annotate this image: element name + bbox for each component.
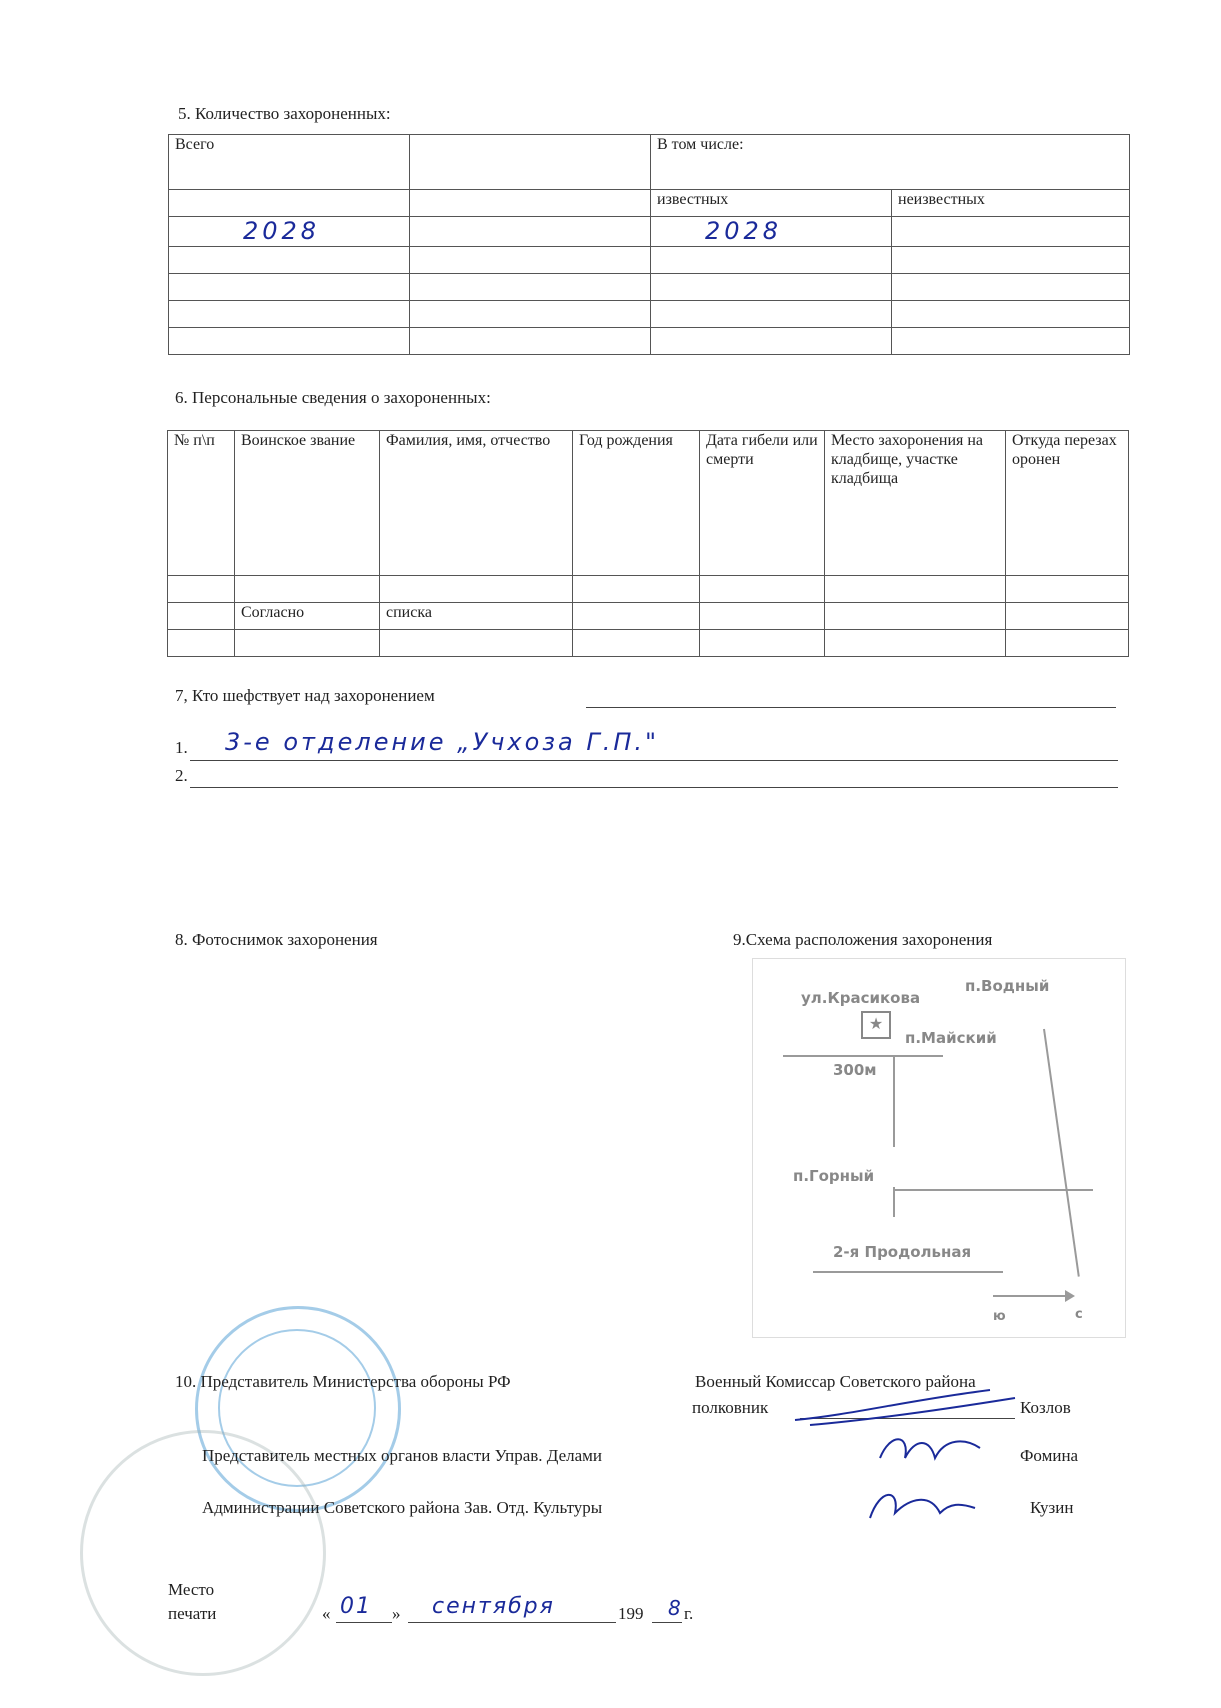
scheme-road-vertical-left	[893, 1057, 895, 1147]
patron-item-2-number: 2.	[175, 766, 188, 785]
patron-item-1-number: 1.	[175, 738, 188, 757]
name-kuzin: Кузин	[1030, 1498, 1074, 1517]
header-birth-year: Год рождения	[573, 431, 700, 576]
col-total-header: Всего	[169, 135, 410, 190]
signature-kuzin-icon	[860, 1478, 980, 1528]
local-authority-label: Представитель местных органов власти Управ. Делами	[202, 1446, 603, 1465]
header-reburied-from: Откуда перезахоронен	[1006, 431, 1129, 576]
patron-item-1-line	[190, 760, 1118, 761]
scheme-road-horizontal	[893, 1189, 1093, 1191]
header-death-date: Дата гибели или смерти	[700, 431, 825, 576]
label-gorny: п.Горный	[793, 1167, 875, 1185]
patron-item-1-value: 3-е отделение „Учхоза Г.П."	[225, 728, 660, 756]
place-label-1: Место	[168, 1580, 215, 1599]
scheme-road-top	[783, 1055, 943, 1057]
personal-info-table	[167, 430, 1129, 657]
header-rank: Воинское звание	[235, 431, 380, 576]
location-scheme	[752, 958, 1126, 1338]
date-month: сентября	[432, 1594, 555, 1619]
row-text-according: Согласно	[235, 603, 380, 630]
date-suffix: г.	[684, 1604, 694, 1623]
name-kozlov: Козлов	[1020, 1398, 1071, 1417]
col-unknown-header: неизвестных	[892, 190, 1130, 217]
section10-mo-label: 10. Представитель Министерства обороны РФ	[175, 1372, 511, 1391]
date-day: 01	[340, 1594, 372, 1619]
label-vodny: п.Водный	[965, 977, 1050, 995]
date-quote-close: »	[392, 1604, 401, 1623]
scheme-road-bottom	[813, 1271, 1003, 1273]
burials-count-table	[168, 134, 1130, 355]
label-north: с	[1075, 1307, 1083, 1322]
label-krasikova: ул.Красикова	[801, 989, 921, 1007]
header-burial-place: Место захоронения на кладбище, участке кладбища	[825, 431, 1006, 576]
label-maysky: п.Майский	[905, 1029, 997, 1047]
section8-heading: 8. Фотоснимок захоронения	[175, 930, 378, 949]
signature-fomina-icon	[870, 1428, 990, 1478]
memorial-star-icon: ★	[861, 1011, 891, 1039]
date-month-line	[408, 1622, 616, 1623]
total-value: 2028	[243, 217, 321, 245]
scheme-direction-arrow	[993, 1295, 1073, 1297]
known-value: 2028	[705, 217, 783, 245]
section7-heading: 7, Кто шефствует над захоронением	[175, 686, 435, 705]
label-prodolnaya: 2-я Продольная	[833, 1243, 972, 1261]
header-full-name: Фамилия, имя, отчество	[380, 431, 573, 576]
section5-heading: 5. Количество захороненных:	[178, 104, 391, 123]
section6-heading: 6. Персональные сведения о захороненных:	[175, 388, 491, 407]
name-fomina: Фомина	[1020, 1446, 1079, 1465]
arrow-head-icon	[1065, 1290, 1075, 1302]
scheme-road-vertical-left-low	[893, 1187, 895, 1217]
commissariat-stamp-icon	[80, 1430, 326, 1676]
label-south: ю	[993, 1309, 1006, 1324]
place-label-2: печати	[168, 1604, 217, 1623]
date-day-line	[336, 1622, 392, 1623]
date-year-line	[652, 1622, 682, 1623]
label-distance: 300м	[833, 1061, 877, 1079]
row-text-list: списка	[380, 603, 573, 630]
section9-heading: 9.Схема расположения захоронения	[733, 930, 993, 949]
administration-label: Администрации Советского района Зав. Отд. Культуры	[202, 1498, 603, 1517]
header-number: № п\п	[168, 431, 235, 576]
patron-line	[586, 707, 1116, 708]
col-known-header: известных	[651, 190, 892, 217]
scheme-road-diagonal	[1043, 1029, 1080, 1277]
patron-item-2-line	[190, 787, 1118, 788]
date-quote-open: «	[322, 1604, 331, 1623]
rank-label: полковник	[692, 1398, 769, 1417]
commissar-title: Военный Комиссар Советского района	[695, 1372, 976, 1391]
date-year-digit: 8	[668, 1596, 681, 1620]
col-including-header: В том числе:	[651, 135, 1130, 190]
date-year-prefix: 199	[618, 1604, 644, 1623]
